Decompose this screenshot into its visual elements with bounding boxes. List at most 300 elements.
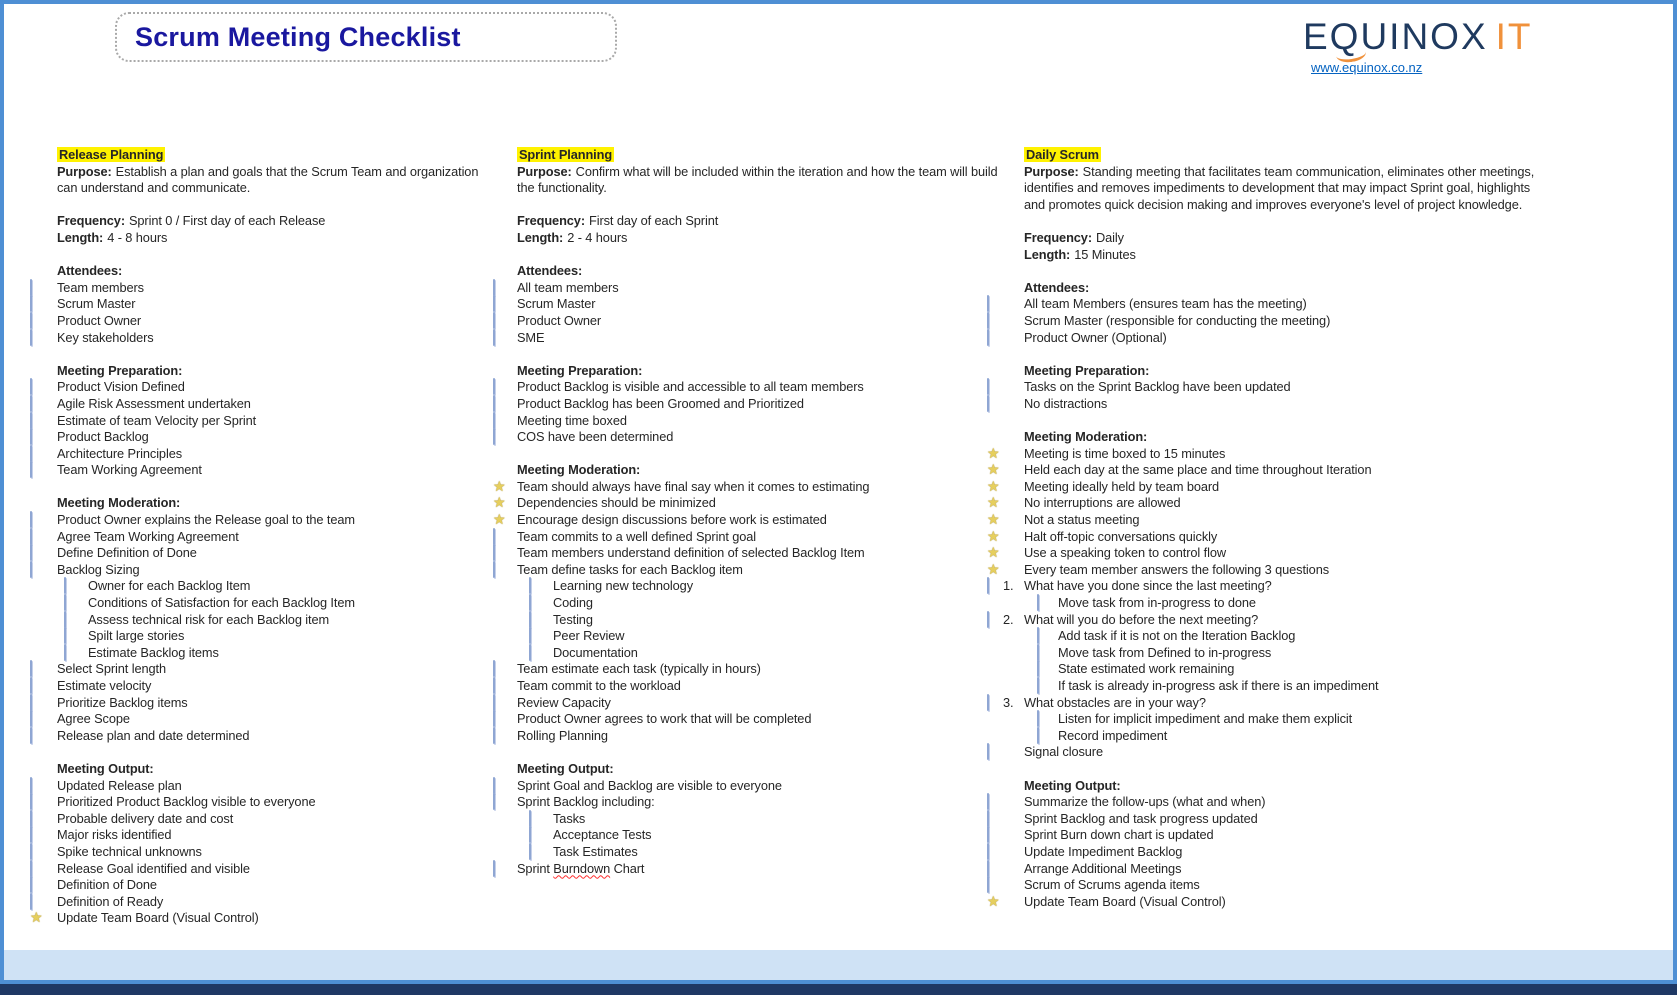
checklist-item [987, 479, 1550, 496]
checkbox-icon[interactable] [30, 793, 32, 810]
checklist-item [987, 877, 1550, 894]
checklist-item [987, 545, 1550, 562]
checklist-item [30, 529, 482, 546]
checkbox-icon[interactable] [30, 412, 32, 429]
frequency-text: Frequency: First day of each Sprint [517, 213, 719, 229]
item-label: Architecture Principles [57, 445, 183, 461]
star-icon: ★ [987, 560, 1000, 577]
checklist-item [30, 429, 482, 446]
checkbox-icon[interactable] [30, 279, 32, 296]
checkbox-icon[interactable] [493, 412, 495, 429]
checkbox-icon[interactable] [529, 577, 531, 594]
checklist-item [987, 462, 1550, 479]
frequency-text: Frequency: Daily [1024, 229, 1124, 245]
checklist-item [493, 562, 1008, 579]
item-label: Agree Team Working Agreement [57, 528, 239, 544]
checkbox-icon[interactable] [493, 677, 495, 694]
item-label: Team should always have final say when it comes to estimating [517, 478, 870, 494]
column-title: Release Planning [59, 147, 164, 162]
checklist-item [30, 661, 482, 678]
length-label: Length: [1024, 246, 1071, 262]
star-icon: ★ [987, 527, 1000, 544]
checklist-item [64, 645, 482, 662]
checklist-item [30, 861, 482, 878]
checkbox-icon[interactable] [529, 810, 531, 827]
checklist-item [64, 612, 482, 629]
item-number: 2. [1003, 611, 1014, 627]
checklist-item [30, 811, 482, 828]
checklist-item [1037, 711, 1550, 728]
item-label: Not a status meeting [1024, 512, 1140, 528]
length-label: Length: [57, 229, 104, 245]
checklist-item [493, 661, 1008, 678]
checklist-item [529, 612, 1008, 629]
checkbox-icon[interactable] [987, 378, 989, 395]
column-title: Daily Scrum [1026, 147, 1099, 162]
item-label: Peer Review [553, 628, 625, 644]
checklist-item [493, 678, 1008, 695]
item-label: Backlog Sizing [57, 561, 140, 577]
checkbox-icon[interactable] [30, 445, 32, 462]
checklist-item [1037, 595, 1550, 612]
item-label: Prioritized Product Backlog visible to everyone [57, 794, 316, 810]
checklist-sections [30, 247, 482, 927]
checkbox-icon[interactable] [493, 777, 495, 794]
equinox-website-link[interactable]: www.equinox.co.nz [1311, 60, 1423, 75]
item-label: Sprint Burn down chart is updated [1024, 827, 1214, 843]
checkbox-icon[interactable] [1037, 710, 1039, 727]
item-label: Scrum Master [517, 296, 596, 312]
purpose-label: Purpose: [1024, 163, 1079, 179]
checkbox-icon[interactable] [1037, 660, 1039, 677]
checkbox-icon[interactable] [30, 561, 32, 578]
checkbox-icon[interactable] [30, 544, 32, 561]
purpose-text: Purpose: Confirm what will be included within the iteration and how the team will build the functionality. [517, 163, 998, 196]
checklist-item [987, 794, 1550, 811]
item-number: 1. [1003, 578, 1014, 594]
checklist-item [1037, 645, 1550, 662]
item-label: Sprint Backlog including: [517, 794, 655, 810]
checklist-item [529, 844, 1008, 861]
checkbox-icon[interactable] [987, 694, 989, 711]
checkbox-icon[interactable] [493, 561, 495, 578]
checklist-item [30, 695, 482, 712]
item-label: Update Impediment Backlog [1024, 843, 1183, 859]
checklist-item [493, 330, 1008, 347]
checklist-item [493, 495, 1008, 512]
purpose-text: Purpose: Establish a plan and goals that the Scrum Team and organization can understand and communicate. [57, 163, 479, 196]
checkbox-icon[interactable] [493, 710, 495, 727]
checkbox-icon[interactable] [1037, 677, 1039, 694]
checkbox-icon[interactable] [1037, 644, 1039, 661]
checklist-item [30, 728, 482, 745]
checkbox-icon[interactable] [30, 329, 32, 346]
checklist-item [30, 794, 482, 811]
item-label: Move task from in-progress to done [1058, 595, 1256, 611]
item-label: Move task from Defined to in-progress [1058, 644, 1272, 660]
checkbox-icon[interactable] [1037, 727, 1039, 744]
checkbox-icon[interactable] [493, 694, 495, 711]
item-label: Documentation [553, 644, 638, 660]
item-label: What have you done since the last meeting? [1024, 578, 1272, 594]
checklist-item [30, 512, 482, 529]
item-label: Rolling Planning [517, 727, 608, 743]
item-label: Sprint Burndown Chart [517, 860, 645, 876]
checkbox-icon[interactable] [987, 876, 989, 893]
checklist-item [529, 578, 1008, 595]
item-label: Conditions of Satisfaction for each Backlog Item [88, 595, 355, 611]
checklist-item [987, 562, 1550, 579]
section-heading: Meeting Moderation: [1024, 429, 1148, 445]
checkbox-icon[interactable] [493, 428, 495, 445]
item-label: Product Owner (Optional) [1024, 329, 1167, 345]
item-label: Updated Release plan [57, 777, 182, 793]
star-icon: ★ [493, 477, 506, 494]
checklist-item [30, 379, 482, 396]
checklist-item [987, 744, 1550, 761]
item-label: Product Backlog is visible and accessible to all team members [517, 379, 864, 395]
checkbox-icon[interactable] [493, 727, 495, 744]
checkbox-icon[interactable] [529, 644, 531, 661]
checkbox-icon[interactable] [987, 843, 989, 860]
item-label: Team members [57, 279, 144, 295]
checkbox-icon[interactable] [529, 826, 531, 843]
item-label: Estimate velocity [57, 678, 152, 693]
star-icon: ★ [493, 494, 506, 511]
frequency-label: Frequency: [1024, 229, 1092, 245]
checkbox-icon[interactable] [987, 611, 989, 628]
item-label: COS have been determined [517, 429, 674, 445]
item-label: Sprint Goal and Backlog are visible to everyone [517, 777, 782, 793]
item-label: Product Owner agrees to work that will be completed [517, 711, 812, 727]
item-label: Probable delivery date and cost [57, 810, 234, 826]
checklist-item [30, 562, 482, 579]
checkbox-icon[interactable] [30, 461, 32, 478]
star-icon: ★ [30, 909, 43, 926]
section-heading: Meeting Moderation: [517, 462, 641, 478]
column-release-planning [30, 147, 482, 927]
checklist-item [493, 296, 1008, 313]
checkbox-icon[interactable] [1037, 627, 1039, 644]
checklist-item [493, 479, 1008, 496]
frequency-text: Frequency: Sprint 0 / First day of each Release [57, 213, 326, 229]
checklist-item [987, 512, 1550, 529]
checkbox-icon[interactable] [987, 810, 989, 827]
checklist-item [64, 628, 482, 645]
checklist-item [529, 827, 1008, 844]
item-label: Definition of Ready [57, 893, 164, 909]
checklist-item [30, 877, 482, 894]
section-heading: Meeting Output: [57, 760, 154, 776]
checkbox-icon[interactable] [529, 843, 531, 860]
star-icon: ★ [987, 511, 1000, 528]
item-label: Task Estimates [553, 843, 638, 859]
item-label: Halt off-topic conversations quickly [1024, 528, 1218, 544]
section-heading: Attendees: [1024, 279, 1090, 295]
checkbox-icon[interactable] [493, 279, 495, 296]
checklist-item [987, 296, 1550, 313]
item-label: Define Definition of Done [57, 545, 197, 561]
checkbox-icon[interactable] [493, 329, 495, 346]
checkbox-icon[interactable] [529, 627, 531, 644]
logo-brand-primary: EQUINOX [1303, 16, 1488, 57]
purpose-label: Purpose: [57, 163, 112, 179]
item-label: Assess technical risk for each Backlog item [88, 611, 330, 627]
item-label: Team define tasks for each Backlog item [517, 561, 743, 577]
item-label: Prioritize Backlog items [57, 694, 188, 710]
checkbox-icon[interactable] [30, 777, 32, 794]
item-label: Encourage design discussions before work is estimated [517, 512, 827, 528]
checkbox-icon[interactable] [493, 660, 495, 677]
checklist-item [30, 827, 482, 844]
checklist-item [493, 313, 1008, 330]
star-icon: ★ [987, 444, 1000, 461]
checklist-sections [493, 247, 1008, 878]
checklist-item [30, 413, 482, 430]
item-label: Record impediment [1058, 727, 1168, 743]
item-label: Every team member answers the following 3 questions [1024, 561, 1330, 577]
item-label: Update Team Board (Visual Control) [57, 910, 259, 926]
item-label: Acceptance Tests [553, 827, 652, 843]
item-label: Tasks [553, 810, 586, 826]
checkbox-icon[interactable] [987, 295, 989, 312]
item-label: Add task if it is not on the Iteration Backlog [1058, 628, 1296, 644]
item-label: Agree Scope [57, 711, 130, 727]
checklist-item [493, 794, 1008, 811]
item-label: Product Owner [57, 312, 142, 328]
checklist-sections [987, 263, 1550, 910]
checklist-item [987, 330, 1550, 347]
section-heading: Meeting Moderation: [57, 495, 181, 511]
checkbox-icon[interactable] [987, 577, 989, 594]
checklist-item [493, 728, 1008, 745]
item-label: What obstacles are in your way? [1024, 694, 1206, 710]
checklist-item [493, 429, 1008, 446]
checklist-item [987, 861, 1550, 878]
checkbox-icon[interactable] [529, 611, 531, 628]
length-text: Length: 4 - 8 hours [57, 229, 168, 245]
frequency-label: Frequency: [57, 213, 125, 229]
checkbox-icon[interactable] [493, 395, 495, 412]
checklist-item [987, 578, 1550, 595]
checkbox-icon[interactable] [30, 893, 32, 910]
checkbox-icon[interactable] [30, 528, 32, 545]
item-label: Scrum Master [57, 296, 136, 312]
checklist-item [30, 330, 482, 347]
item-number: 3. [1003, 694, 1014, 710]
checkbox-icon[interactable] [30, 810, 32, 827]
checklist-item [529, 811, 1008, 828]
star-icon: ★ [987, 494, 1000, 511]
title-box [115, 12, 617, 62]
checkbox-icon[interactable] [987, 395, 989, 412]
item-label: Product Owner [517, 312, 602, 328]
checkbox-icon[interactable] [64, 644, 66, 661]
checkbox-icon[interactable] [493, 793, 495, 810]
checkbox-icon[interactable] [64, 627, 66, 644]
item-label: Estimate of team Velocity per Sprint [57, 412, 257, 428]
checklist-item [30, 462, 482, 479]
item-label: Agile Risk Assessment undertaken [57, 395, 251, 411]
checkbox-icon[interactable] [529, 594, 531, 611]
purpose-label: Purpose: [517, 163, 572, 179]
bottom-band-dark [0, 984, 1677, 995]
checkbox-icon[interactable] [987, 860, 989, 877]
checklist-item [30, 778, 482, 795]
checkbox-icon[interactable] [64, 594, 66, 611]
checklist-item [1037, 678, 1550, 695]
checkbox-icon[interactable] [30, 710, 32, 727]
checkbox-icon[interactable] [493, 312, 495, 329]
star-icon: ★ [493, 511, 506, 528]
checklist-item [30, 894, 482, 911]
item-label: Release Goal identified and visible [57, 860, 250, 876]
checklist-item [987, 612, 1550, 629]
spellcheck-underline: Burndown [553, 860, 611, 876]
checklist-item [493, 396, 1008, 413]
checklist-item [529, 645, 1008, 662]
item-label: Meeting ideally held by team board [1024, 478, 1220, 494]
item-label: All team Members (ensures team has the meeting) [1024, 296, 1307, 312]
checkbox-icon[interactable] [493, 860, 495, 877]
purpose-text: Purpose: Standing meeting that facilitates team communication, eliminates other meetings, identifies and removes impediments to development that may impact Sprint goal, highlights and promotes quick decision making and improves everyone's level of project knowledge. [1024, 163, 1535, 212]
checkbox-icon[interactable] [493, 295, 495, 312]
checklist-item [987, 379, 1550, 396]
checklist-item [30, 446, 482, 463]
item-label: State estimated work remaining [1058, 661, 1235, 677]
item-label: Coding [553, 595, 593, 611]
checklist-item [30, 711, 482, 728]
page-title: Scrum Meeting Checklist [135, 21, 461, 52]
logo-brand-accent: IT [1495, 16, 1533, 57]
item-label: Team members understand definition of selected Backlog Item [517, 545, 865, 561]
item-label: Definition of Done [57, 877, 157, 893]
item-label: Summarize the follow-ups (what and when) [1024, 794, 1266, 810]
checkbox-icon[interactable] [987, 793, 989, 810]
equinox-logo [1303, 16, 1663, 75]
item-label: Scrum of Scrums agenda items [1024, 877, 1200, 893]
item-label: No interruptions are allowed [1024, 495, 1181, 511]
item-label: Team Working Agreement [57, 462, 202, 478]
item-label: SME [517, 329, 545, 345]
checklist-item [493, 545, 1008, 562]
checkbox-icon[interactable] [493, 528, 495, 545]
item-label: Select Sprint length [57, 661, 166, 677]
checklist-item [529, 628, 1008, 645]
item-label: Signal closure [1024, 744, 1103, 760]
checklist-item [987, 495, 1550, 512]
checkbox-icon[interactable] [987, 826, 989, 843]
item-label: What will you do before the next meeting? [1024, 611, 1259, 627]
length-text: Length: 15 Minutes [1024, 246, 1136, 262]
checkbox-icon[interactable] [987, 743, 989, 760]
item-label: If task is already in-progress ask if there is an impediment [1058, 678, 1379, 693]
item-label: Estimate Backlog items [88, 644, 219, 660]
item-label: Tasks on the Sprint Backlog have been updated [1024, 379, 1291, 395]
checklist-item [493, 512, 1008, 529]
checkbox-icon[interactable] [30, 860, 32, 877]
checklist-item [30, 545, 482, 562]
checkbox-icon[interactable] [30, 843, 32, 860]
checklist-item [493, 778, 1008, 795]
checkbox-icon[interactable] [30, 395, 32, 412]
length-text: Length: 2 - 4 hours [517, 229, 628, 245]
checklist-item [30, 678, 482, 695]
section-heading: Meeting Preparation: [1024, 362, 1150, 378]
item-label: Release plan and date determined [57, 727, 250, 743]
checklist-item [987, 844, 1550, 861]
checklist-item [493, 280, 1008, 297]
checklist-item [64, 578, 482, 595]
checkbox-icon[interactable] [30, 295, 32, 312]
item-label: Meeting time boxed [517, 412, 627, 428]
checklist-item [987, 446, 1550, 463]
section-heading: Meeting Output: [1024, 777, 1121, 793]
star-icon: ★ [987, 477, 1000, 494]
item-label: Review Capacity [517, 694, 611, 710]
checkbox-icon[interactable] [64, 577, 66, 594]
checklist-item [987, 827, 1550, 844]
checkbox-icon[interactable] [987, 312, 989, 329]
checklist-item [30, 280, 482, 297]
length-label: Length: [517, 229, 564, 245]
checkbox-icon[interactable] [30, 826, 32, 843]
checkbox-icon[interactable] [30, 694, 32, 711]
item-label: Major risks identified [57, 827, 172, 843]
checklist-item [493, 711, 1008, 728]
checklist-item [987, 894, 1550, 911]
checkbox-icon[interactable] [1037, 594, 1039, 611]
item-label: Owner for each Backlog Item [88, 578, 251, 594]
checkbox-icon[interactable] [30, 876, 32, 893]
checkbox-icon[interactable] [30, 511, 32, 528]
checklist-item [493, 379, 1008, 396]
checklist-item [529, 595, 1008, 612]
checkbox-icon[interactable] [493, 544, 495, 561]
section-heading: Meeting Preparation: [517, 362, 643, 378]
checkbox-icon[interactable] [30, 660, 32, 677]
checkbox-icon[interactable] [987, 329, 989, 346]
checklist-item [987, 313, 1550, 330]
checkbox-icon[interactable] [30, 378, 32, 395]
checkbox-icon[interactable] [30, 677, 32, 694]
checkbox-icon[interactable] [30, 727, 32, 744]
checklist-item [30, 844, 482, 861]
frequency-label: Frequency: [517, 213, 585, 229]
item-label: Spilt large stories [88, 628, 185, 644]
checklist-item [1037, 628, 1550, 645]
item-label: Learning new technology [553, 578, 693, 594]
section-heading: Attendees: [517, 263, 583, 279]
column-daily-scrum [987, 147, 1550, 910]
column-title: Sprint Planning [519, 147, 613, 162]
checkbox-icon[interactable] [493, 378, 495, 395]
checklist-item [987, 695, 1550, 712]
checkbox-icon[interactable] [30, 312, 32, 329]
item-label: No distractions [1024, 395, 1108, 411]
checklist-item [987, 396, 1550, 413]
checkbox-icon[interactable] [64, 611, 66, 628]
checkbox-icon[interactable] [30, 428, 32, 445]
checklist-item [493, 861, 1008, 878]
column-sprint-planning [493, 147, 1008, 877]
star-icon: ★ [987, 892, 1000, 909]
checklist-item [30, 313, 482, 330]
star-icon: ★ [987, 544, 1000, 561]
item-label: Product Backlog [57, 429, 149, 445]
item-label: Product Backlog has been Groomed and Prioritized [517, 395, 804, 411]
checklist-item [987, 529, 1550, 546]
